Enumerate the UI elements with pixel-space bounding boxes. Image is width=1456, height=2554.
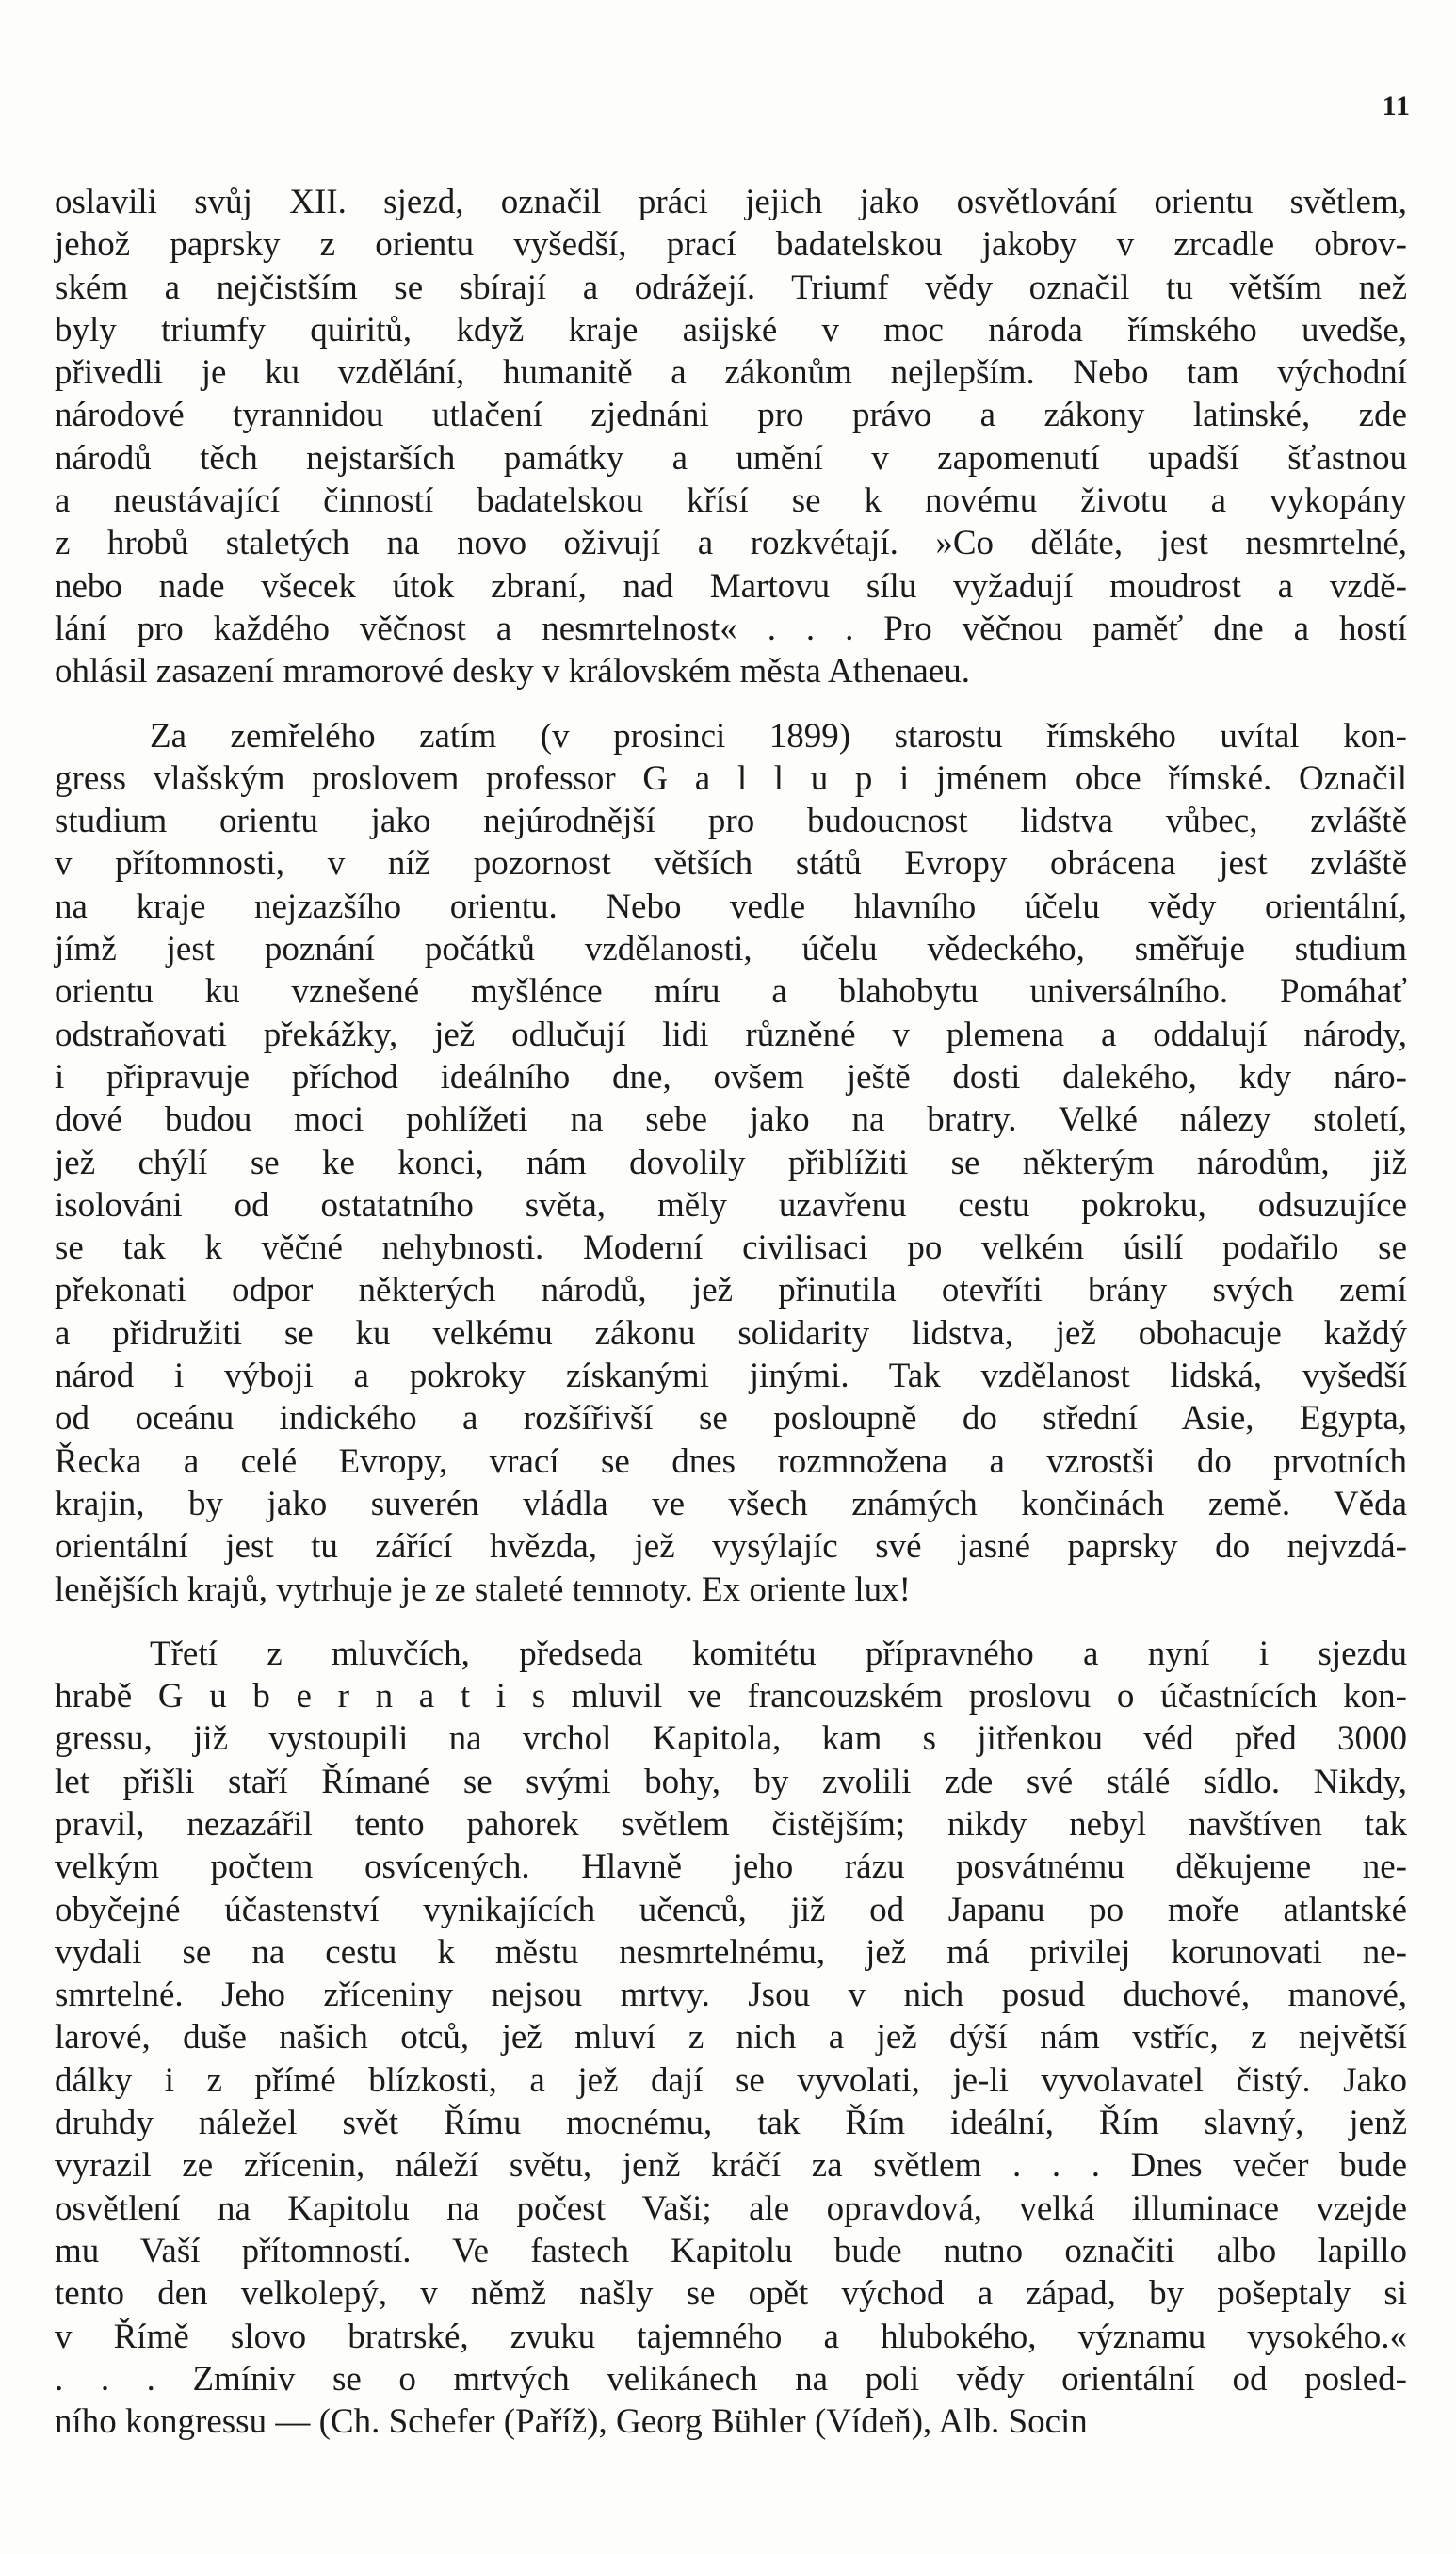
text-line: krajin, by jako suverén vládla ve všech známých končinách země. Věda (55, 1484, 1407, 1523)
text-line: jež chýlí se ke konci, nám dovolily přiblížiti se některým národům, již (55, 1143, 1407, 1182)
text-line: národů těch nejstarších památky a umění v zapomenutí upadší šťastnou (55, 438, 1407, 478)
text-line: tento den velkolepý, v němž našly se opět východ a západ, by pošeptaly si (55, 2274, 1407, 2314)
text-line: i připravuje příchod ideálního dne, ovšem ještě dosti dalekého, kdy náro- (55, 1057, 1407, 1097)
text-line: přivedli je ku vzdělání, humanitě a zákonům nejlepším. Nebo tam východní (55, 353, 1407, 393)
paragraph (55, 715, 1407, 1611)
text-line: . . . Zmíniv se o mrtvých velikánech na poli vědy orientální od posled- (55, 2359, 1407, 2399)
text-line: orientální jest tu zářící hvězda, jež vysýlajíc své jasné paprsky do nejvzdá- (55, 1527, 1407, 1567)
text-line: mu Vaší přítomností. Ve fastech Kapitolu bude nutno označiti albo lapillo (55, 2231, 1407, 2270)
text-line: v Římě slovo bratrské, zvuku tajemného a hlubokého, významu vysokého.« (55, 2317, 1407, 2356)
text-line: jehož paprsky z orientu vyšedší, prací badatelskou jakoby v zrcadle obrov- (55, 225, 1407, 265)
text-line: gressu, již vystoupili na vrchol Kapitola, kam s jitřenkou véd před 3000 (55, 1719, 1407, 1759)
page-number: 11 (1382, 90, 1411, 122)
text-line: jímž jest poznání počátků vzdělanosti, účelu vědeckého, směřuje studium (55, 930, 1407, 969)
text-line: národ i výboji a pokroky získanými jinými. Tak vzdělanost lidská, vyšedší (55, 1357, 1407, 1396)
text-line: vydali se na cestu k městu nesmrtelnému, jež má privilej korunovati ne- (55, 1932, 1407, 1972)
text-line: na kraje nejzazšího orientu. Nebo vedle hlavního účelu vědy orientální, (55, 887, 1407, 926)
text-line: lání pro každého věčnost a nesmrtelnost« . . . Pro věčnou paměť dne a hostí (55, 609, 1407, 648)
text-line: let přišli staří Římané se svými bohy, by zvolili zde své stálé sídlo. Nikdy, (55, 1762, 1407, 1801)
paragraph (55, 181, 1407, 693)
body-text (55, 181, 1407, 2443)
paragraph (55, 1633, 1407, 2444)
text-line: dové budou moci pohlížeti na sebe jako na bratry. Velké nálezy století, (55, 1100, 1407, 1140)
text-line: druhdy náležel svět Římu mocnému, tak Řím ideální, Řím slavný, jenž (55, 2104, 1407, 2143)
text-line: gress vlašským proslovem professor G a l l u p i jménem obce římské. Označil (55, 758, 1407, 798)
text-line: ském a nejčistším se sbírají a odrážejí. Triumf vědy označil tu větším než (55, 268, 1407, 307)
text-line: vyrazil ze zřícenin, náleží světu, jenž kráčí za světlem . . . Dnes večer bude (55, 2146, 1407, 2186)
text-line: oslavili svůj XII. sjezd, označil práci jejich jako osvětlování orientu světlem, (55, 183, 1407, 221)
text-line: lenějších krajů, vytrhuje je ze staleté temnoty. Ex oriente lux! (55, 1570, 911, 1609)
text-line: Za zemřelého zatím (v prosinci 1899) starostu římského uvítal kon- (150, 716, 1407, 756)
text-line: se tak k věčné nehybnosti. Moderní civilisaci po velkém úsilí podařilo se (55, 1228, 1407, 1268)
text-line: velkým počtem osvícených. Hlavně jeho rázu posvátnému děkujeme ne- (55, 1847, 1407, 1887)
text-line: byly triumfy quiritů, když kraje asijské v moc národa římského uvedše, (55, 310, 1407, 350)
text-line: od oceánu indického a rozšířivší se posloupně do střední Asie, Egypta, (55, 1399, 1407, 1439)
text-line: národové tyrannidou utlačení zjednáni pro právo a zákony latinské, zde (55, 396, 1407, 435)
text-line: ohlásil zasazení mramorové desky v královském města Athenaeu. (55, 652, 970, 691)
text-line: studium orientu jako nejúrodnější pro budoucnost lidstva vůbec, zvláště (55, 802, 1407, 841)
text-line: dálky i z přímé blízkosti, a jež dají se vyvolati, je-li vyvolavatel čistý. Jako (55, 2060, 1407, 2100)
text-line: orientu ku vznešené myšlénce míru a blahobytu universálního. Pomáhať (55, 972, 1407, 1012)
text-line: ního kongressu — (Ch. Schefer (Paříž), Georg Bühler (Vídeň), Alb. Socin (55, 2402, 1088, 2442)
text-line: Třetí z mluvčích, předseda komitétu přípravného a nyní i sjezdu (150, 1634, 1407, 1673)
text-line: z hrobů staletých na novo oživují a rozkvétají. »Co děláte, jest nesmrtelné, (55, 524, 1407, 563)
text-line: v přítomnosti, v níž pozornost větších států Evropy obrácena jest zvláště (55, 844, 1407, 884)
text-line: nebo nade všecek útok zbraní, nad Martovu sílu vyžadují moudrost a vzdě- (55, 566, 1407, 606)
text-line: smrtelné. Jeho zříceniny nejsou mrtvy. Jsou v nich posud duchové, manové, (55, 1976, 1407, 2015)
text-line: obyčejné účastenství vynikajících učenců, již od Japanu po moře atlantské (55, 1890, 1407, 1929)
text-line: překonati odpor některých národů, jež přinutila otevříti brány svých zemí (55, 1271, 1407, 1310)
text-line: odstraňovati překážky, jež odlučují lidi různěné v plemena a oddalují národy, (55, 1015, 1407, 1054)
text-line: osvětlení na Kapitolu na počest Vaši; ale opravdová, velká illuminace vzejde (55, 2188, 1407, 2228)
text-line: hrabě G u b e r n a t i s mluvil ve francouzském proslovu o účastnících kon- (55, 1677, 1407, 1716)
text-line: pravil, nezazářil tento pahorek světlem čistějším; nikdy nebyl navštíven tak (55, 1804, 1407, 1844)
text-line: larové, duše našich otců, jež mluví z nich a jež dýší nám vstříc, z největší (55, 2018, 1407, 2058)
text-line: a přidružiti se ku velkému zákonu solidarity lidstva, jež obohacuje každý (55, 1313, 1407, 1353)
text-line: isolováni od ostatatního světa, měly uzavřenu cestu pokroku, odsuzujíce (55, 1185, 1407, 1225)
text-line: Řecka a celé Evropy, vrací se dnes rozmnožena a vzrostši do prvotních (55, 1441, 1407, 1481)
text-line: a neustávající činností badatelskou křísí se k novému životu a vykopány (55, 481, 1407, 521)
